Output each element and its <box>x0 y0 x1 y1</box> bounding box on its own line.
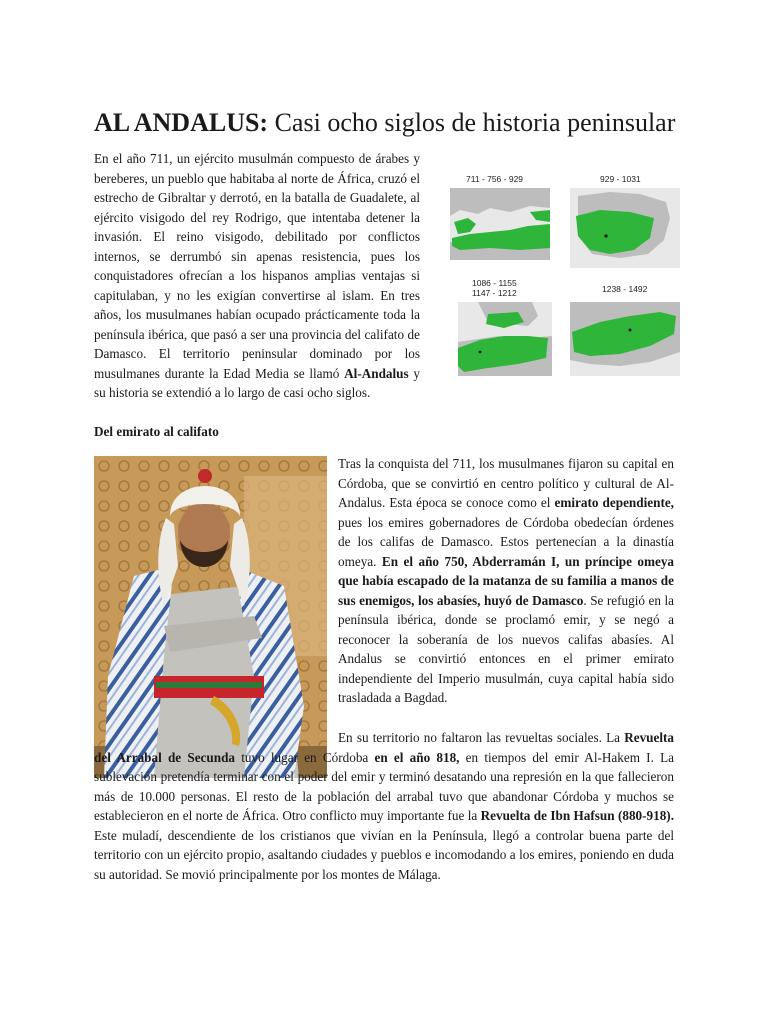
revolts-text-3: en tiempos del emir Al-Hakem I. La sublevación pretendía terminar con el poder del emir y terminó desatando una represión en la que fallecieron más de 10.000 personas. El resto de la población del arrabal tuvo que abandonar Córdoba y muchos se establecieron en el norte de África. Otro conflicto muy importante fue la <box>94 749 674 823</box>
page-title <box>94 108 675 138</box>
arrabal-revolt-term: Revuelta del Arrabal de Secunda <box>94 730 674 765</box>
map-label-2: 929 - 1031 <box>600 174 641 184</box>
revolts-text-4: Este muladí, descendiente de los cristianos que vivían en la Península, llegó a controlar buena parte del territorio con un ejército propio, asaltando ciudades y pueblos e incomodando a los emires, poniendo en duda su autoridad. Se movió principalmente por los montes de Málaga. <box>94 827 674 882</box>
map-label-4: 1238 - 1492 <box>602 284 648 294</box>
map-label-1: 711 - 756 - 929 <box>466 174 524 184</box>
emirate-text-2: pues los emires gobernadores de Córdoba obedecían órdenes de los califas de Damasco. Estos pertenecían a la dinastía omeya. <box>338 514 674 569</box>
ibn-hafsun-term: Revuelta de Ibn Hafsun (880-918). <box>480 808 674 823</box>
emirate-paragraph <box>338 454 674 708</box>
abderraman-bold-text: En el año 750, Abderramán I, un príncipe omeya que había escapado de la matanza de su familia a manos de sus enemigos, los abasíes, huyó de Damasco <box>338 553 675 608</box>
intro-bold-term: Al-Andalus <box>344 365 409 381</box>
map-711-929 <box>450 188 550 260</box>
emirate-bold-term: emirato dependiente, <box>554 495 674 510</box>
portrait-cap <box>198 469 212 483</box>
emirate-text: Tras la conquista del 711, los musulmanes fijaron su capital en Córdoba, que se convirtió en centro político y cultural de Al-Andalus. Esta época se conoce como el <box>338 456 674 510</box>
title-bold: AL ANDALUS: <box>94 108 269 137</box>
intro-text-end: y su historia se extendió a lo largo de casi ocho siglos. <box>94 365 421 400</box>
portrait-belt <box>156 682 262 688</box>
intro-paragraph <box>94 149 420 403</box>
map-capital <box>629 329 632 332</box>
revolts-paragraph <box>94 728 674 884</box>
map-label-3b: 1147 - 1212 <box>472 288 517 298</box>
map-capital <box>604 234 607 237</box>
section-heading: Del emirato al califato <box>94 424 219 439</box>
map-label-3a: 1086 - 1155 <box>472 278 517 288</box>
map-capital <box>479 351 482 354</box>
revolt-year-bold: en el año 818, <box>374 749 460 765</box>
map-1238-1492 <box>570 302 680 376</box>
intro-text: En el año 711, un ejército musulmán compuesto de árabes y bereberes, un pueblo que habitaba al norte de África, cruzó el estrecho de Gibraltar y derrotó, en la batalla de Guadalete, al ejército visigodo del rey Rodrigo, que intentaba detener la invasión. El reino visigodo, debilitado por conflictos internos, se derrumbó sin apenas resistencia, pues los conquistadores ofrecían a los hispanos amplias ventajas si capitulaban, y no les exigían convertirse al islam. En tres años, los musulmanes habían ocupado prácticamente toda la península ibérica, que pasó a ser una provincia del califato de Damasco. El territorio peninsular dominado por los musulmanes durante la Edad Media se llamó <box>94 151 420 381</box>
map-1086-1212 <box>458 302 552 376</box>
emirate-text-3: . Se refugió en la península ibérica, donde se proclamó emir, y se negó a reconocer la soberanía de los nuevos califas abasíes. Al Andalus se convirtió entonces en el primer emirato independiente del Imperio musulmán, cuya capital había sido trasladada a Bagdad. <box>338 592 675 705</box>
title-rest: Casi ocho siglos de historia peninsular <box>274 108 676 137</box>
revolts-text-2: tuvo lugar en Córdoba <box>235 749 375 765</box>
map-929-1031 <box>570 188 680 268</box>
revolts-text: En su territorio no faltaron las revueltas sociales. La <box>338 730 625 745</box>
territory-maps <box>440 160 688 385</box>
